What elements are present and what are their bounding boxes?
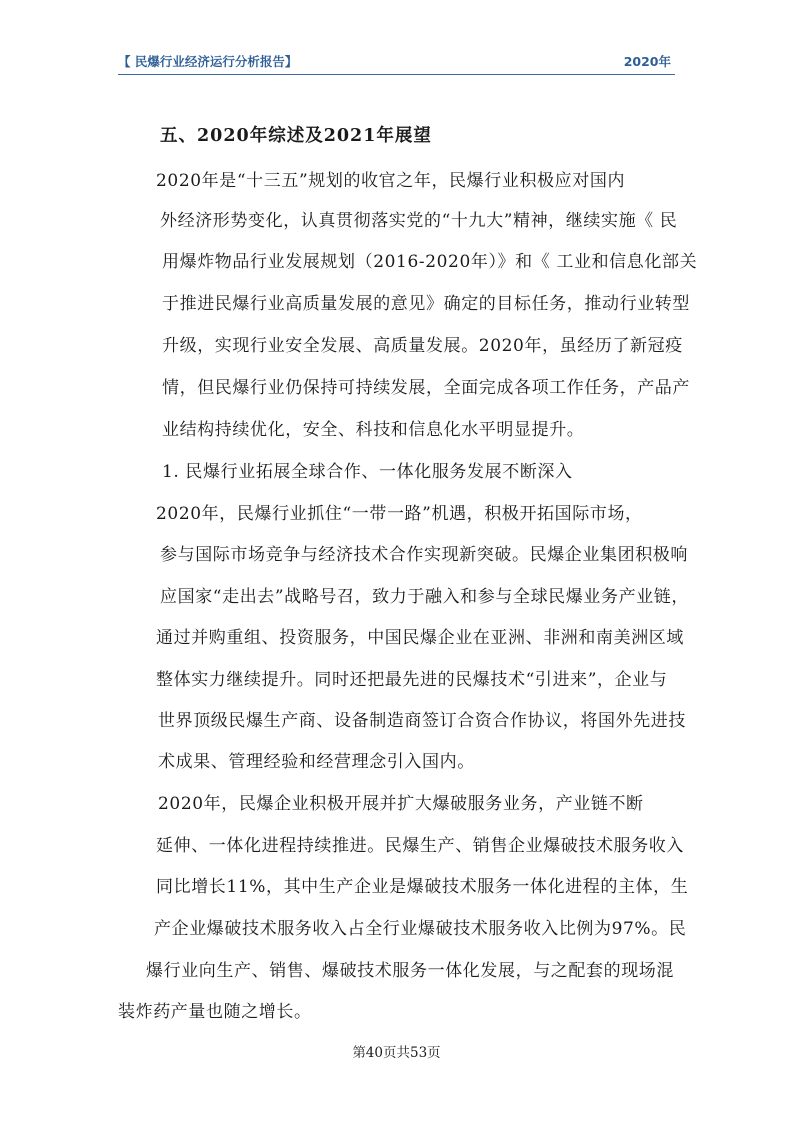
body-line: 产企业爆破技术服务收入占全行业爆破技术服务收入比例为97%。民 [154,919,687,939]
subsection-heading: 1. 民爆行业拓展全球合作、一体化服务发展不断深入 [162,462,573,482]
body-line: 2020年是“十三五”规划的收官之年，民爆行业积极应对国内 [156,171,626,191]
body-line: 通过并购重组、投资服务，中国民爆企业在亚洲、非洲和南美洲区域 [156,628,684,648]
body-line: 整体实力继续提升。同时还把最先进的民爆技术“引进来”，企业与 [156,670,668,690]
body-line: 2020年，民爆行业抓住“一带一路”机遇，积极开拓国际市场， [156,504,643,524]
body-line: 世界顶级民爆生产商、设备制造商签订合资合作协议，将国外先进技 [158,711,686,731]
body-line: 爆行业向生产、销售、爆破技术服务一体化发展，与之配套的现场混 [146,961,674,981]
section-title: 五、2020年综述及2021年展望 [160,126,432,146]
page-header [118,50,675,75]
body-line: 于推进民爆行业高质量发展的意见》确定的目标任务，推动行业转型 [162,294,690,314]
body-line: 2020年，民爆企业积极开展并扩大爆破服务业务，产业链不断 [158,794,644,814]
body-line: 情，但民爆行业仍保持可持续发展，全面完成各项工作任务，产品产 [162,378,690,398]
body-line: 应国家“走出去”战略号召，致力于融入和参与全球民爆业务产业链， [160,587,689,607]
body-line: 业结构持续优化，安全、科技和信息化水平明显提升。 [162,420,585,440]
body-line: 术成果、管理经验和经营理念引入国内。 [158,752,475,772]
body-line: 外经济形势变化，认真贯彻落实党的“十九大”精神，继续实施《 民 [160,211,678,231]
report-year: 2020年 [623,54,671,69]
body-line: 参与国际市场竞争与经济技术合作实现新突破。民爆企业集团积极响 [160,545,688,565]
body-line: 用爆炸物品行业发展规划（2016-2020年）》和《 工业和信息化部关 [162,252,698,272]
body-line: 装炸药产量也随之增长。 [118,1002,312,1022]
report-title: 【 民爆行业经济运行分析报告】 [118,54,298,69]
page-number: 第40页共53页 [352,1045,441,1061]
body-line: 升级，实现行业安全发展、高质量发展。2020年，虽经历了新冠疫 [162,336,683,356]
body-line: 延伸、一体化进程持续推进。民爆生产、销售企业爆破技术服务收入 [156,836,684,856]
body-line: 同比增长11%，其中生产企业是爆破技术服务一体化进程的主体，生 [156,877,689,897]
